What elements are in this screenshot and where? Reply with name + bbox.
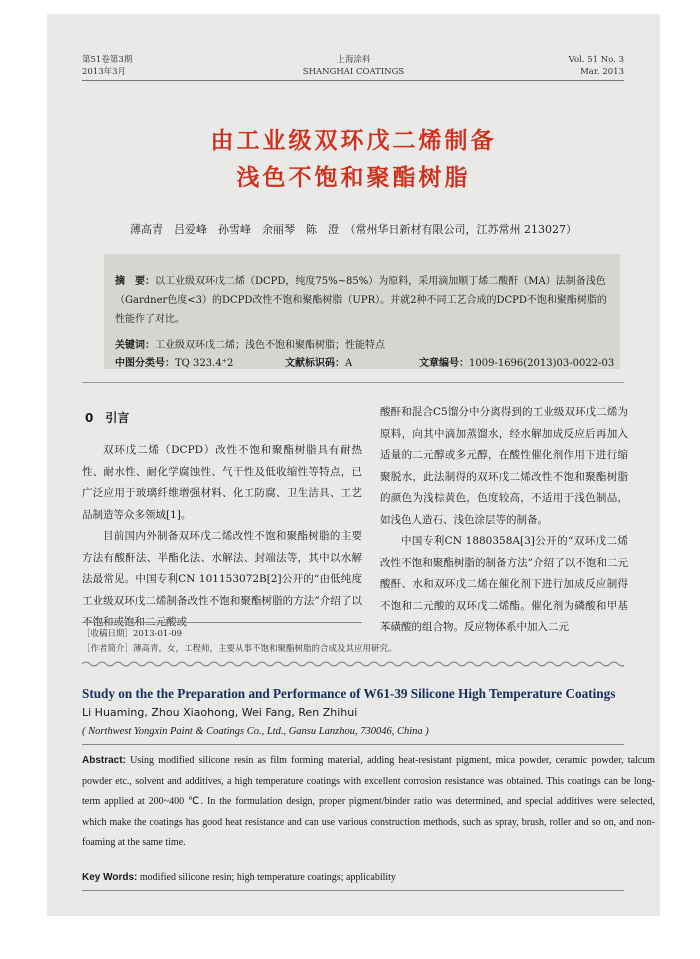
english-keywords-label: Key Words: (82, 872, 138, 883)
wavy-divider (82, 659, 624, 669)
header-issue-en (569, 54, 624, 78)
footnote-author-bio: ［作者简介］薄高青，女，工程师，主要从事不饱和聚酯树脂的合成及其应用研究。 (82, 644, 397, 654)
body-paragraph: 中国专利CN 1880358A[3]公开的“双环戊二烯改性不饱和聚酯树脂的制备方法”介绍了以不饱和二元酸酐、水和双环戊二烯在催化剂下进行加成反应制得不饱和二元酸的双环戊二烯酯。催化剂为磷酸和甲基苯磺酸的组合物。反应物体系中加入二元 (380, 535, 628, 633)
clc-label: 中图分类号： (115, 358, 175, 369)
keywords-label: 关键词： (115, 340, 155, 351)
english-affiliation: ( Northwest Yongxin Paint & Coatings Co., Ltd., Gansu Lanzhou, 730046, China ) (82, 726, 429, 737)
footnote-received: ［收稿日期］2013-01-09 (82, 629, 183, 639)
abstract-divider (82, 382, 624, 383)
abstract-text (115, 272, 610, 329)
paper-title-line1: 由工业级双环戊二烯制备 (210, 128, 497, 154)
abstract-label: 摘 要： (115, 276, 155, 287)
english-abstract (82, 751, 655, 854)
author-line: 薄高青 吕爱峰 孙雪峰 余丽琴 陈 澄 （常州华日新材有限公司，江苏常州 213027） (130, 223, 577, 236)
header-volume-en: Vol. 51 No. 3 (568, 55, 624, 65)
section-heading: 0 引言 (85, 411, 130, 425)
paper-title-line2: 浅色不饱和聚酯树脂 (236, 165, 471, 191)
doc-code (285, 354, 352, 369)
article-label: 文章编号： (419, 358, 469, 369)
english-title: Study on the the Preparation and Performance of W61-39 Silicone High Temperature Coatings (82, 686, 616, 701)
body-column-left (82, 440, 362, 634)
abstract-box (104, 254, 620, 369)
header-date-en: Mar. 2013 (580, 67, 624, 77)
clc-number (115, 354, 233, 369)
english-authors: Li Huaming, Zhou Xiaohong, Wei Fang, Ren Zhihui (82, 706, 358, 719)
keywords-text: 工业级双环戊二烯；浅色不饱和聚酯树脂；性能特点 (155, 340, 385, 351)
article-value: 1009-1696(2013)03-0022-03 (469, 358, 615, 369)
header-journal-cn: 上海涂料 (336, 55, 371, 65)
doc-value: A (345, 358, 353, 369)
body-paragraph: 双环戊二烯（DCPD）改性不饱和聚酯树脂具有耐热性、耐水性、耐化学腐蚀性、气干性及低收缩性等特点，已广泛应用于玻璃纤维增强材料、化工防腐、卫生洁具、工艺品制造等众多领域[1]。 (82, 444, 362, 521)
english-abstract-label: Abstract: (82, 755, 126, 766)
keywords-cn (115, 336, 385, 351)
body-paragraph: 酸酐和混合C5馏分中分离得到的工业级双环戊二烯为原料，向其中滴加蒸馏水，经水解加成反应后再加入适量的二元醇或多元醇，在酸性催化剂作用下进行缩聚脱水，此法制得的双环戊二烯改性不饱和聚酯树脂的颜色为浅棕黄色，色度较高，不适用于浅色制品，如浅色人造石、浅色涂层等的制备。 (380, 406, 628, 526)
english-abstract-body: Using modified silicone resin as film forming material, adding heat-resistant pigment, mica powder, ceramic powder, talcum powder etc., solvent and additives, a high temperature coatings with excellent corrosion resistance was obtained. This coatings can be long-term applied at 200~400 ℃. In the formulation design, proper pigment/binder ratio was determined, and special additives were selected, which make the coatings has good heat resistance and can use various construction methods, such as spray, brush, roller and so on, and non-foaming at the same time. (82, 755, 656, 848)
article-number (419, 354, 614, 369)
footnote-divider (82, 622, 362, 623)
header-date: 2013年3月 (82, 67, 127, 77)
clc-value: TQ 323.4⁺2 (175, 358, 234, 369)
header-volume: 第51卷第3期 (82, 55, 133, 65)
body-column-right (380, 402, 628, 639)
header-journal-en: SHANGHAI COATINGS (302, 67, 405, 77)
header-divider (82, 80, 624, 81)
english-divider (82, 744, 624, 745)
doc-label: 文献标识码： (285, 358, 345, 369)
abstract-body: 以工业级双环戊二烯（DCPD，纯度75%~85%）为原料，采用滴加顺丁烯二酸酐（MA）法制备浅色（Gardner色度<3）的DCPD改性不饱和聚酯树脂（UPR）。并就2种不同工艺合成的DCPD不饱和聚酯树脂的性能作了对比。 (115, 276, 607, 325)
journal-page (47, 14, 660, 916)
english-keywords (82, 872, 396, 883)
body-paragraph: 目前国内外制备双环戊二烯改性不饱和聚酯树脂的主要方法有酸酐法、半酯化法、水解法、封端法等，其中以水解法最常见。中国专利CN 101153072B[2]公开的“由低纯度工业级双环戊二烯制备改性不饱和聚酯树脂的方法”介绍了以不饱和或饱和二元酸或 (82, 530, 362, 628)
english-keywords-text: modified silicone resin; high temperature coatings; applicability (139, 872, 396, 883)
english-bottom-divider (82, 890, 624, 891)
